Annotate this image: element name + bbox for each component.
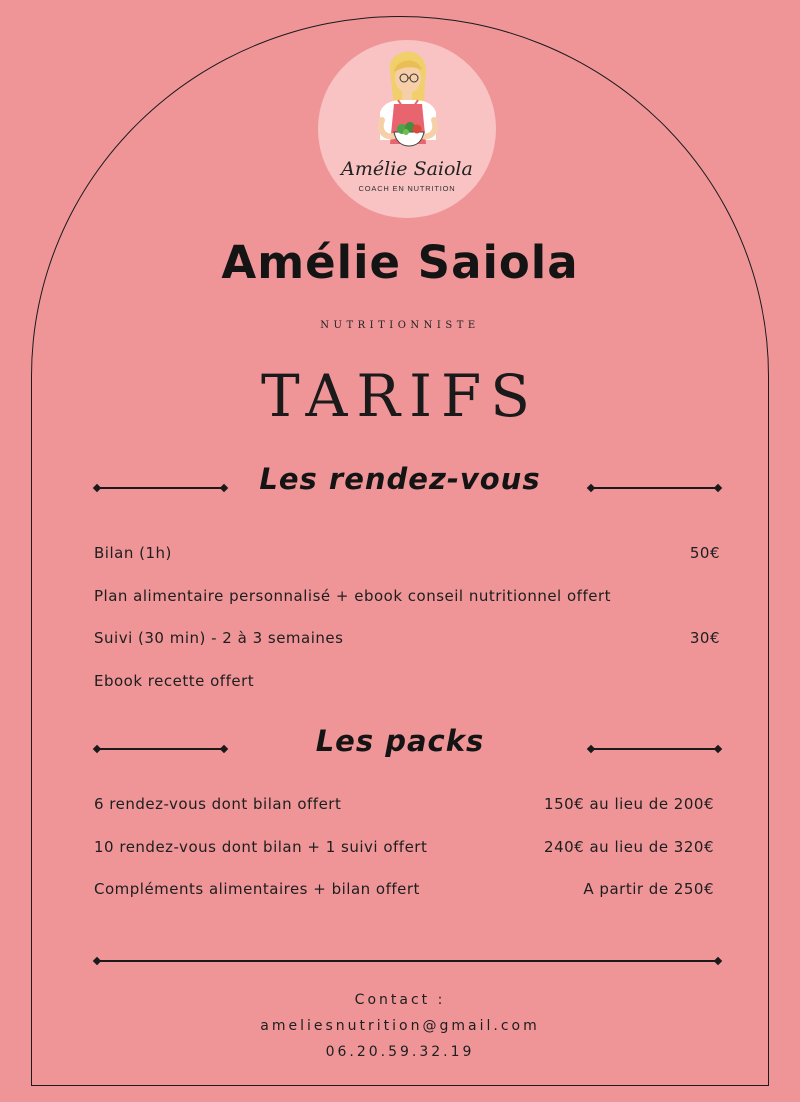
logo-name: Amélie Saiola (341, 158, 473, 180)
item-label: 10 rendez-vous dont bilan + 1 suivi offert (94, 838, 428, 856)
item-label: 6 rendez-vous dont bilan offert (94, 795, 342, 813)
list-item (94, 672, 720, 696)
divider-bottom (97, 960, 718, 962)
logo-subtitle: COACH EN NUTRITION (358, 184, 456, 193)
divider-right (591, 748, 718, 750)
contact-label: Contact : (354, 992, 446, 1008)
item-label: Compléments alimentaires + bilan offert (94, 880, 420, 898)
section-title-appointments: Les rendez-vous (259, 462, 541, 496)
list-item (94, 587, 720, 611)
section-title-packs: Les packs (315, 724, 485, 758)
logo-badge (318, 40, 496, 218)
page-title: TARIFS (261, 362, 539, 430)
item-price: A partir de 250€ (583, 880, 714, 898)
item-label: Plan alimentaire personnalisé + ebook conseil nutritionnel offert (94, 587, 612, 605)
item-price: 30€ (689, 629, 720, 647)
list-item (94, 795, 720, 819)
item-price: 240€ au lieu de 320€ (544, 838, 714, 856)
contact-phone[interactable]: 06.20.59.32.19 (325, 1044, 475, 1060)
coach-role: NUTRITIONNISTE (320, 320, 480, 331)
coach-name: Amélie Saiola (221, 236, 579, 289)
divider-right (591, 487, 718, 489)
list-item (94, 880, 720, 904)
item-label: Bilan (1h) (94, 544, 172, 562)
list-item (94, 629, 720, 653)
contact-email[interactable]: ameliesnutrition@gmail.com (260, 1018, 540, 1034)
list-item (94, 544, 720, 568)
item-price: 150€ au lieu de 200€ (544, 795, 714, 813)
list-item (94, 838, 720, 862)
item-price: 50€ (689, 544, 720, 562)
item-label: Suivi (30 min) - 2 à 3 semaines (94, 629, 344, 647)
item-label: Ebook recette offert (94, 672, 255, 690)
